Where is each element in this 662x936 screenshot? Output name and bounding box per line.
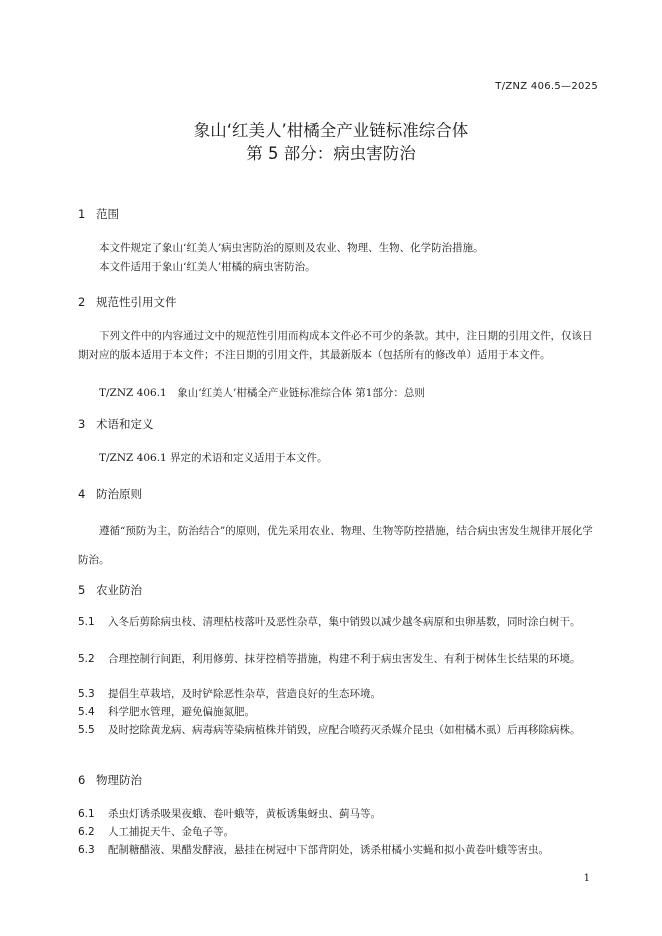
section-heading-physical-control <box>78 772 142 788</box>
paragraph: 本文件适用于象山‘红美人’柑橘的病虫害防治。 <box>99 261 316 273</box>
item-number: 5.4 <box>78 706 95 718</box>
section-number: 1 <box>78 207 86 221</box>
section-number: 5 <box>78 583 86 597</box>
section-heading-terms <box>78 416 154 432</box>
reference-entry: T/ZNZ 406.1 象山‘红美人’柑橘全产业链标准综合体 第1部分：总则 <box>99 387 425 399</box>
paragraph: 遵循“预防为主，防治结合”的原则，优先采用农业、物理、生物等防控措施，结合病虫害发生规律开展化学防治。 <box>78 525 593 566</box>
document-title: 象山‘红美人’柑橘全产业链标准综合体 <box>193 121 469 140</box>
page-number: 1 <box>583 873 590 884</box>
section-number: 2 <box>78 295 86 309</box>
section-number: 4 <box>78 487 86 501</box>
list-item <box>78 613 598 632</box>
item-text: 入冬后剪除病虫枝、清理枯枝落叶及恶性杂草，集中销毁以减少越冬病原和虫卵基数，同时涂白树干。 <box>108 616 581 628</box>
list-item <box>78 685 598 704</box>
item-text: 配制糖醋液、果醋发酵液，悬挂在树冠中下部背阴处，诱杀柑橘小实蝇和拟小黄卷叶蛾等害虫。 <box>108 844 549 856</box>
section-number: 6 <box>78 773 86 787</box>
section-heading-principles <box>78 486 142 502</box>
section-title: 农业防治 <box>96 583 142 597</box>
section-heading-scope <box>78 206 119 222</box>
item-number: 6.1 <box>78 808 95 820</box>
item-number: 5.1 <box>78 616 95 628</box>
list-item <box>78 823 598 842</box>
item-text: 合理控制行间距，利用修剪、抹芽控梢等措施，构建不利于病虫害发生、有利于树体生长结果的环境。 <box>108 653 581 665</box>
section-title: 物理防治 <box>96 773 142 787</box>
item-text: 杀虫灯诱杀吸果夜蛾、卷叶蛾等，黄板诱集蚜虫、蓟马等。 <box>108 808 381 820</box>
item-text: 提倡生草栽培，及时铲除恶性杂草，营造良好的生态环境。 <box>108 688 381 700</box>
item-text: 及时挖除黄龙病、病毒病等染病植株并销毁，应配合喷药灭杀媒介昆虫（如柑橘木虱）后再移除病株。 <box>108 724 581 736</box>
section-heading-normative-references <box>78 294 177 310</box>
item-text: 科学肥水管理，避免偏施氮肥。 <box>108 706 255 718</box>
paragraph: 本文件规定了象山‘红美人’病虫害防治的原则及农业、物理、生物、化学防治措施。 <box>99 242 484 254</box>
document-subtitle: 第 5 部分：病虫害防治 <box>246 144 416 163</box>
item-number: 5.2 <box>78 653 95 665</box>
list-item <box>78 721 598 740</box>
paragraph: T/ZNZ 406.1 界定的术语和定义适用于本文件。 <box>99 452 328 464</box>
section-number: 3 <box>78 417 86 431</box>
item-number: 6.2 <box>78 826 95 838</box>
list-item <box>78 650 598 669</box>
list-item <box>78 841 598 860</box>
section-heading-agricultural-control <box>78 582 142 598</box>
document-number: T/ZNZ 406.5—2025 <box>495 81 598 92</box>
item-number: 5.5 <box>78 724 95 736</box>
list-item <box>78 703 598 722</box>
section-title: 规范性引用文件 <box>96 295 177 309</box>
section-title: 范围 <box>96 207 119 221</box>
section-title: 术语和定义 <box>96 417 154 431</box>
paragraph: 下列文件中的内容通过文中的规范性引用而构成本文件必不可少的条款。其中，注日期的引用文件，仅该日期对应的版本适用于本文件；不注日期的引用文件，其最新版本（包括所有的修改单）适用于本文件。 <box>78 330 593 361</box>
section-title: 防治原则 <box>96 487 142 501</box>
item-number: 6.3 <box>78 844 95 856</box>
item-text: 人工捕捉天牛、金龟子等。 <box>108 826 234 838</box>
list-item <box>78 805 598 824</box>
item-number: 5.3 <box>78 688 95 700</box>
